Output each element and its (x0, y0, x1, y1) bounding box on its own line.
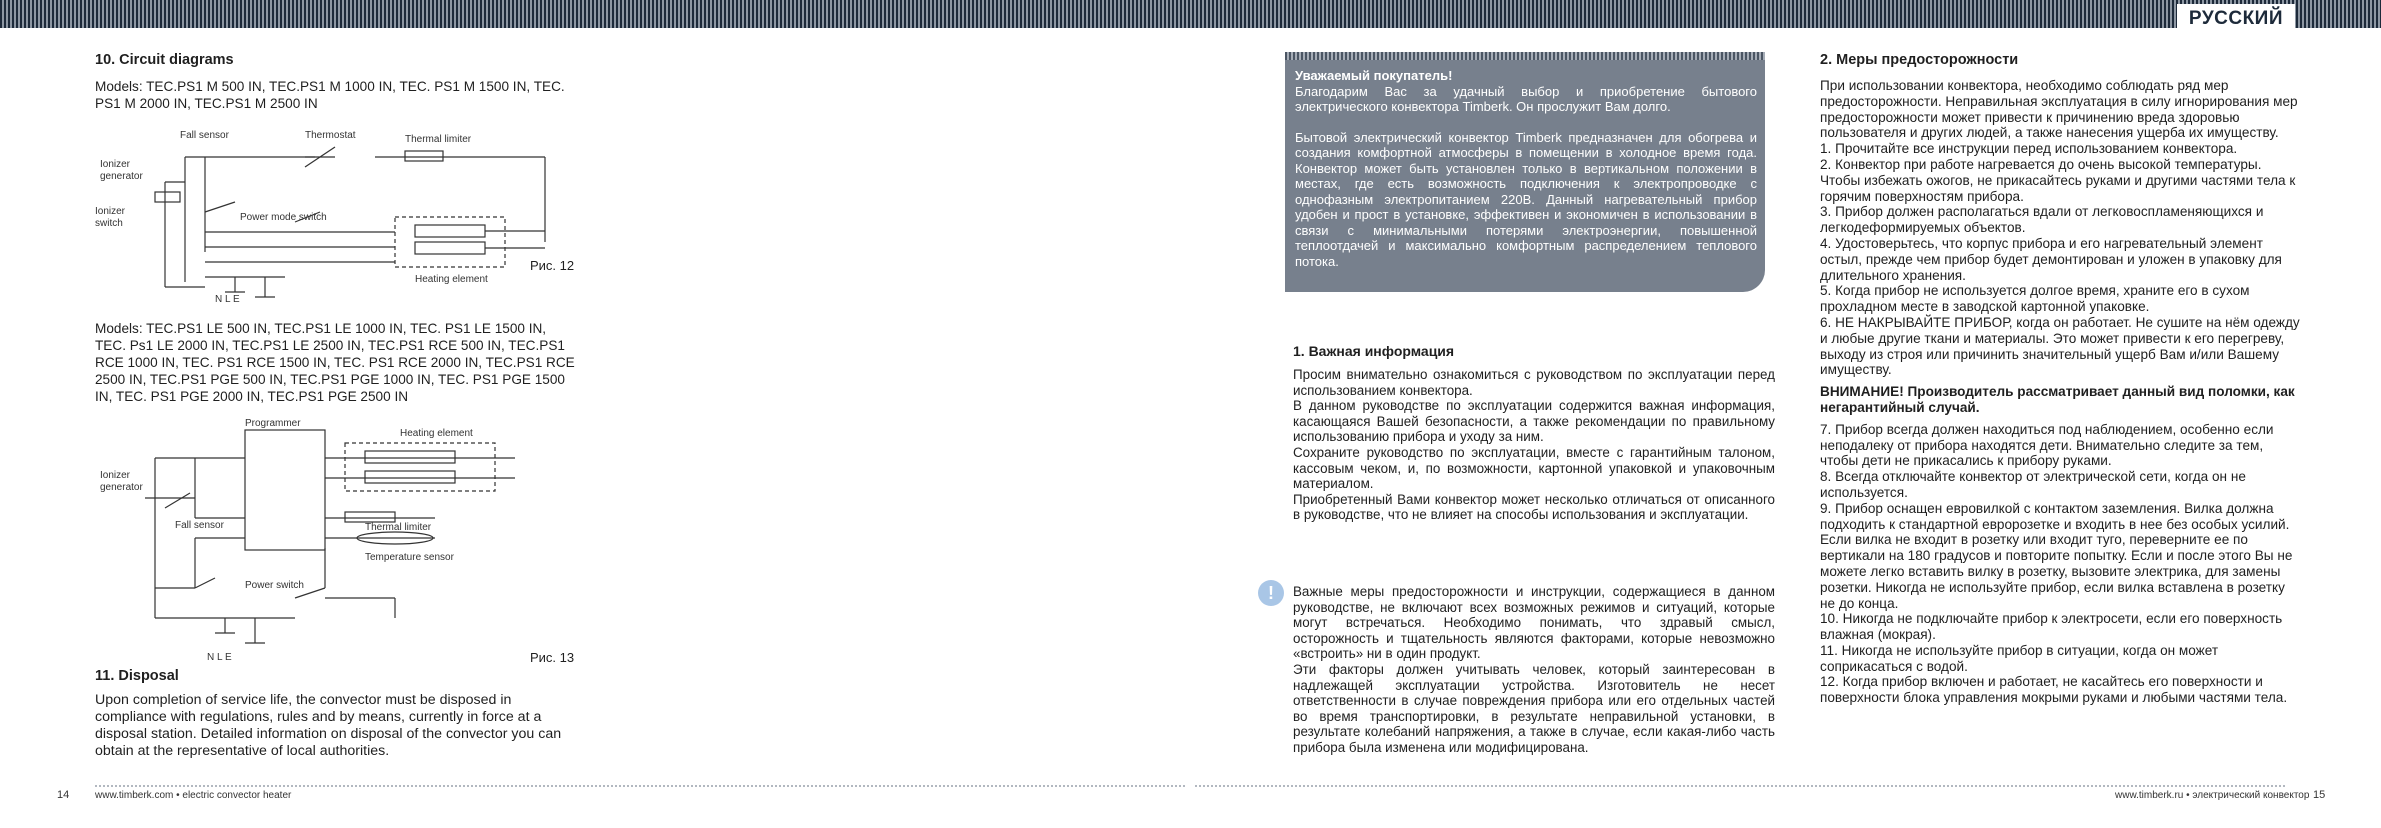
section-2-item: 3. Прибор должен располагаться вдали от легковоспламеняющихся и легкодеформируемых объектов. (1820, 204, 2264, 236)
section-2-item: 9. Прибор оснащен евровилкой с контактом заземления. Вилка должна подходить к стандартной евророзетке и входить в нее без особых усилий. Если вилка не входит в розетку или входит туго, переверните ее по вертикали на 180 градусов и повторите попытку. Если и после этого Вы не можете легко вставить вилку в розетку, вызовите электрика, для замены розетки. Никогда не используйте прибор, если вилка вставлена в розетку не до конца. (1820, 500, 2293, 611)
section-2-intro: При использовании конвектора, необходимо соблюдать ряд мер предосторожности. Неправильная эксплуатация в силу игнорирования мер предосторожности может привести к причинению вреда здоровью пользователя и других людей, а также нанесения ущерба их имуществу. (1820, 78, 2298, 141)
section-2-item: 4. Удостоверьтесь, что корпус прибора и его нагревательный элемент остыл, прежде чем прибор будет демонтирован и уложен в упаковку для длительного хранения. (1820, 235, 2282, 283)
label-fall-sensor-2: Fall sensor (175, 520, 224, 531)
section-10-title: 10. Circuit diagrams (95, 52, 234, 68)
section-2-warning: ВНИМАНИЕ! Производитель рассматривает данный вид поломки, как негарантийный случай. (1820, 384, 2295, 415)
section-2-item: 6. НЕ НАКРЫВАЙТЕ ПРИБОР, когда он работает. Не сушите на нём одежду и любые другие ткани и материалы. Это может привести к его перегреву, выходу из строя или причинить значительный ущерб Вам и/или Вашему имуществу. (1820, 314, 2300, 378)
label-ionizer-generator-2a: Ionizer (100, 470, 131, 481)
models-list-1: Models: TEC.PS1 M 500 IN, TEC.PS1 M 1000 IN, TEC. PS1 M 1500 IN, TEC. PS1 M 2000 IN, TEC.PS1 M 2500 IN (95, 79, 565, 111)
fig-12-caption: Рис. 12 (530, 258, 575, 273)
label-thermostat: Thermostat (305, 130, 356, 141)
label-ionizer-generator-2: generator (100, 171, 143, 182)
warning-text (1293, 584, 1775, 756)
section-2-item: 7. Прибор всегда должен находиться под наблюдением, особенно если неподалеку от прибора находятся дети. Внимательно следите за тем, чтобы дети не прикасались к прибору руками. (1820, 421, 2274, 469)
section-2-item: 12. Когда прибор включен и работает, не касайтесь его поверхности и поверхности блока управления мокрыми руками и любыми частями тела. (1820, 674, 2288, 706)
section-2-item: 1. Прочитайте все инструкции перед использованием конвектора. (1820, 141, 2238, 157)
models-list-2: Models: TEC.PS1 LE 500 IN, TEC.PS1 LE 1000 IN, TEC. PS1 LE 1500 IN, TEC. Ps1 LE 2000 IN, TEC.PS1 LE 2500 IN, TEC.PS1 RCE 500 IN, TEC.PS1 RCE 1000 IN, TEC. PS1 RCE 1500 IN, TEC. PS1 RCE 2000 IN, TEC.PS1 RCE 2500 IN, TEC.PS1 PGE 500 IN, TEC.PS1 PGE 1000 IN, TEC. PS1 PGE 1500 IN, TEC. PS1 PGE 2000 IN, TEC.PS1 PGE 2500 IN (95, 321, 575, 404)
section-2-item: 10. Никогда не подключайте прибор к электросети, если его поверхность влажная (мокрая). (1820, 611, 2283, 643)
intro-box (1285, 52, 1765, 292)
label-power-switch: Power switch (245, 580, 304, 591)
label-thermal-limiter-2: Thermal limiter (365, 522, 432, 533)
section-2-item: 8. Всегда отключайте конвектор от электрической сети, когда он не используется. (1820, 469, 2246, 500)
label-ionizer-switch-2: switch (95, 218, 123, 229)
warning-paragraph: Важные меры предосторожности и инструкции, содержащиеся в данном руководстве, не включают всех возможных режимов и ситуаций, которые могут встречаться. Необходимо понимать, что здравый смысл, осторожность и тщательность являются факторами, которые невозможно «встроить» ни в один продукт. (1293, 584, 1775, 662)
label-heating-element: Heating element (415, 274, 488, 285)
top-stripe-bar (0, 0, 2381, 28)
language-label: РУССКИЙ (2177, 4, 2295, 34)
section-1-title: 1. Важная информация (1293, 343, 1455, 359)
label-power-mode-switch: Power mode switch (240, 212, 327, 223)
section-2-text (1820, 78, 2300, 706)
section-11-title: 11. Disposal (95, 668, 179, 684)
footer-divider-left (95, 785, 1185, 787)
section-1-text (1293, 367, 1775, 523)
section-2-item: 2. Конвектор при работе нагревается до очень высокой температуры. Чтобы избежать ожогов, не прикасайтесь руками и другими частями тела к горячим поверхностям прибора. (1820, 156, 2296, 204)
footer-divider-right (1195, 785, 2285, 787)
label-heating-element-2: Heating element (400, 428, 473, 439)
label-fall-sensor: Fall sensor (180, 130, 229, 141)
label-ionizer-generator-2b: generator (100, 482, 143, 493)
section-1-paragraph: Приобретенный Вами конвектор может несколько отличаться от описанного в руководстве, что не влияет на способы использования и эксплуатации. (1293, 491, 1775, 523)
label-programmer: Programmer (245, 418, 301, 429)
exclamation-icon: ! (1258, 580, 1284, 606)
intro-box-stripe (1285, 52, 1765, 60)
warning-paragraph: Эти факторы должен учитывать человек, который заинтересован в надлежащей эксплуатации устройства. Изготовитель не несет ответственности в случае повреждения прибора или его отдельных частей во время транспортировки, в результате неправильной установки, в результате колебаний напряжения, а также в случае, если какая-либо часть прибора была изменена или модифицирована. (1293, 661, 1775, 755)
section-2-item: 11. Никогда не используйте прибор в ситуации, когда он может соприкасаться с водой. (1820, 642, 2219, 674)
label-temperature-sensor: Temperature sensor (365, 552, 454, 563)
page-number-right: 15 (2313, 789, 2326, 801)
footer-text-right: www.timberk.ru • электрический конвектор (2115, 790, 2310, 801)
label-nle: N L E (215, 294, 240, 302)
fig-13-caption: Рис. 13 (530, 650, 575, 665)
section-1-paragraph: В данном руководстве по эксплуатации содержится важная информация, касающаяся Вашей безопасности, а также рекомендации по правильному использованию прибора и уходу за ним. (1293, 398, 1775, 445)
intro-description: Бытовой электрический конвектор Timberk предназначен для обогрева и создания комфортной атмосферы в помещении в холодное время года. Конвектор может быть установлен только в вертикальном положении в местах, где есть возможность подключения к электропроводке с однофазным электропитанием 220В. Данный нагревательный прибор удобен и прост в установке, эффективен и экономичен в использовании в связи с минимальными потерями электроэнергии, повышенной теплоотдачей и максимально комфортным распределением теплового потока. (1295, 129, 1757, 269)
circuit-diagram-fig13 (95, 418, 555, 663)
label-ionizer-switch-1: Ionizer (95, 206, 126, 217)
footer-text-left: www.timberk.com • electric convector heater (95, 790, 292, 801)
circuit-diagram-fig12 (95, 122, 565, 302)
section-2-title: 2. Меры предосторожности (1820, 52, 2019, 68)
section-1-paragraph: Сохраните руководство по эксплуатации, вместе с гарантийным талоном, кассовым чеком, и, по возможности, картонной упаковкой и упаковочным материалом. (1293, 444, 1775, 492)
label-ionizer-generator-1: Ionizer (100, 159, 131, 170)
label-nle-2: N L E (207, 652, 232, 663)
section-1-paragraph: Просим внимательно ознакомиться с руководством по эксплуатации перед использованием конвектора. (1293, 367, 1775, 398)
intro-greeting: Уважаемый покупатель! (1295, 68, 1453, 83)
intro-thanks: Благодарим Вас за удачный выбор и приобретение бытового электрического конвектора Timberk. Он прослужит Вам долго. (1295, 83, 1757, 114)
section-2-item: 5. Когда прибор не используется долгое время, храните его в сухом прохладном месте в заводской картонной упаковке. (1820, 283, 2250, 315)
page-number-left: 14 (57, 789, 70, 801)
disposal-text: Upon completion of service life, the convector must be disposed in compliance with regulations, rules and by means, currently in force at a disposal station. Detailed information on disposal of the convector you can obtain at the representative of local authorities. (95, 692, 562, 759)
label-thermal-limiter: Thermal limiter (405, 134, 472, 145)
